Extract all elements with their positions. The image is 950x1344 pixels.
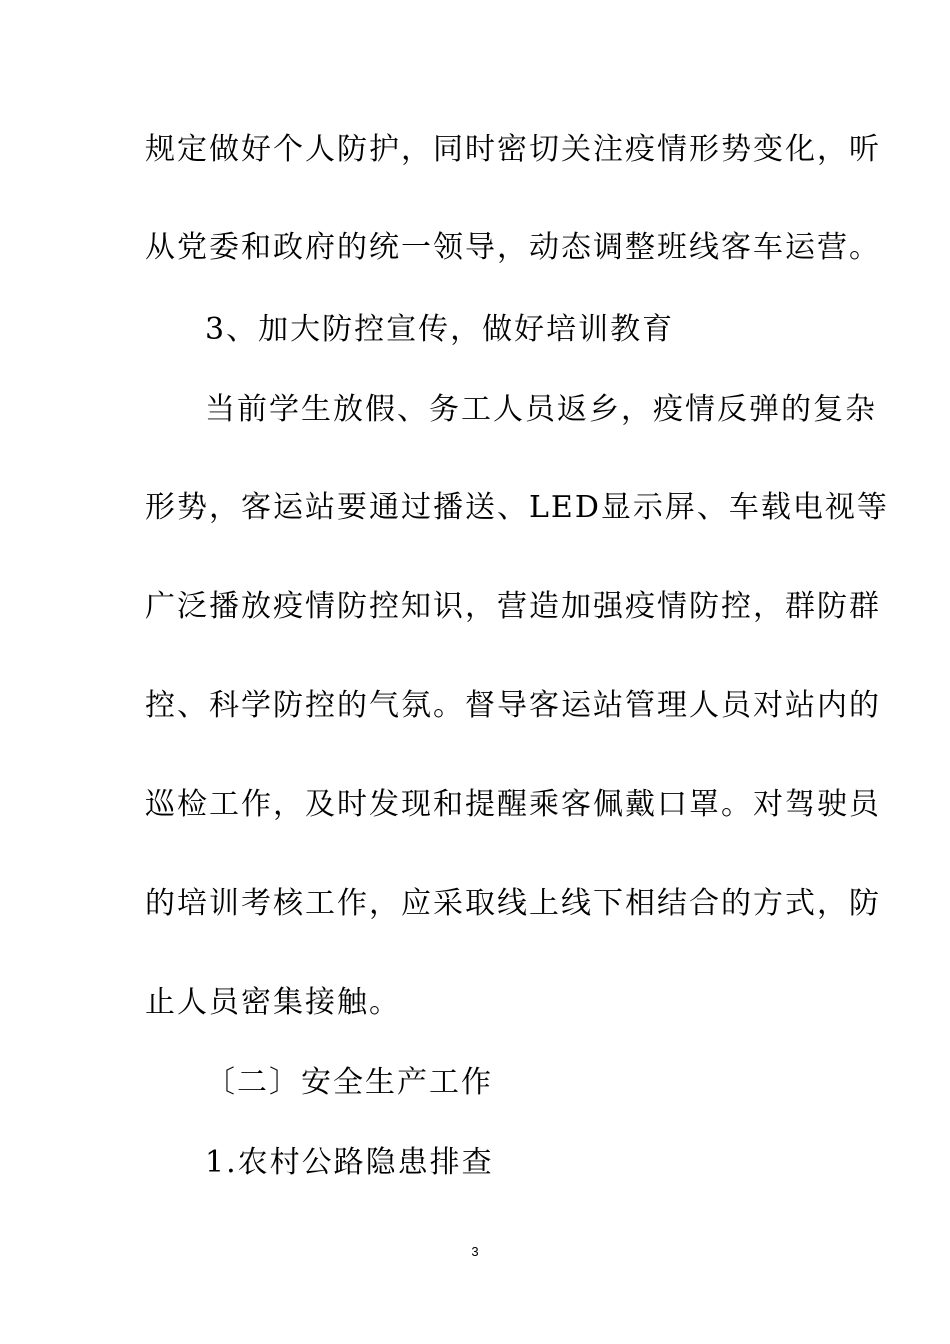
paragraph-line: 的培训考核工作，应采取线上线下相结合的方式，防 [145, 886, 881, 921]
paragraph-line: 控、科学防控的气氛。督导客运站管理人员对站内的 [145, 688, 881, 723]
section-heading: 〔二〕安全生产工作 [205, 1065, 493, 1100]
section-heading: 3、加大防控宣传，做好培训教育 [205, 312, 675, 347]
paragraph-line: 止人员密集接触。 [145, 985, 401, 1020]
page-number: 3 [471, 1244, 479, 1259]
paragraph-line: 当前学生放假、务工人员返乡，疫情反弹的复杂 [205, 392, 877, 427]
paragraph-line: 巡检工作，及时发现和提醒乘客佩戴口罩。对驾驶员 [145, 787, 881, 822]
paragraph-line: 形势，客运站要通过播送、LED显示屏、车载电视等 [145, 490, 889, 525]
subsection-heading: 1.农村公路隐患排查 [205, 1145, 494, 1180]
paragraph-line: 广泛播放疫情防控知识，营造加强疫情防控，群防群 [145, 589, 881, 624]
paragraph-line: 从党委和政府的统一领导，动态调整班线客车运营。 [145, 230, 881, 265]
paragraph-line: 规定做好个人防护，同时密切关注疫情形势变化，听 [145, 132, 881, 167]
